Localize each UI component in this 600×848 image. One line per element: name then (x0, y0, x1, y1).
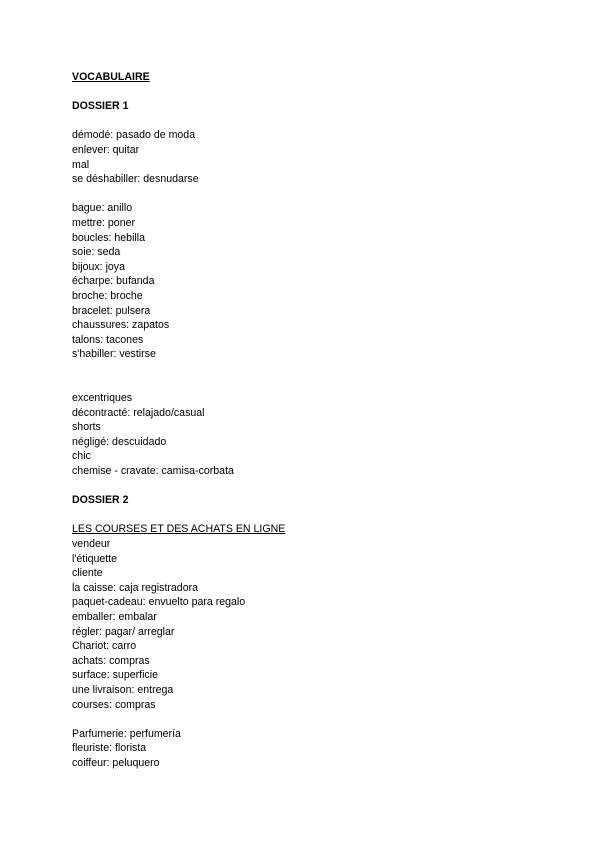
vocab-item: paquet-cadeau: envuelto para regalo (72, 596, 246, 609)
vocab-item: chemise - cravate: camisa-corbata (72, 465, 234, 478)
vocab-item: coiffeur: peluquero (72, 756, 160, 769)
vocab-item: l'étiquette (72, 552, 118, 565)
document-page (72, 70, 552, 771)
vocab-item: fleuriste: florista (72, 742, 147, 755)
vocab-item: achats: compras (72, 654, 150, 667)
vocab-item: shorts (72, 421, 101, 434)
vocab-item: excentriques (72, 392, 133, 405)
vocab-item: négligé: descuidado (72, 435, 167, 448)
dossier1-group1-list (72, 128, 552, 186)
vocab-item: broche: broche (72, 289, 143, 302)
vocab-item: Chariot: carro (72, 640, 137, 653)
vocab-item: écharpe: bufanda (72, 275, 155, 288)
dossier2-group1-list (72, 537, 552, 712)
vocab-item: la caisse: caja registradora (72, 581, 199, 594)
vocab-item: bracelet: pulsera (72, 304, 151, 317)
vocab-item: courses: compras (72, 698, 156, 711)
vocab-item: surface: superficie (72, 669, 158, 682)
vocab-item: une livraison: entrega (72, 683, 174, 696)
vocab-item: enlever: quitar (72, 143, 140, 156)
vocab-item: bague: anillo (72, 202, 133, 215)
vocab-item: décontracté: relajado/casual (72, 406, 205, 419)
document-title: VOCABULAIRE (72, 71, 150, 83)
vocab-item: se déshabiller: desnudarse (72, 173, 199, 186)
dossier1-group2-list (72, 201, 552, 362)
vocab-item: soie: seda (72, 246, 121, 259)
vocab-item: régler: pagar/ arreglar (72, 625, 175, 638)
vocab-item: chic (72, 450, 91, 463)
vocab-item: boucles: hebilla (72, 231, 146, 244)
vocab-item: mal (72, 158, 90, 171)
dossier2-heading: DOSSIER 2 (72, 494, 129, 507)
dossier1-group3-list (72, 391, 552, 479)
vocab-item: talons: tacones (72, 333, 144, 346)
vocab-item: bijoux: joya (72, 260, 125, 273)
vocab-item: chaussures: zapatos (72, 319, 170, 332)
vocab-item: démodé: pasado de moda (72, 129, 196, 142)
vocab-item: vendeur (72, 538, 111, 550)
vocab-item: s'habiller: vestirse (72, 348, 156, 361)
vocab-item: cliente (72, 567, 103, 580)
dossier2-subheading: LES COURSES ET DES ACHATS EN LIGNE (72, 523, 286, 536)
dossier1-heading: DOSSIER 1 (72, 100, 129, 113)
vocab-item: Parfumerie: perfumería (72, 727, 181, 740)
dossier2-group2-list (72, 727, 552, 771)
vocab-item: emballer: embalar (72, 610, 157, 623)
vocab-item: mettre: poner (72, 216, 136, 229)
